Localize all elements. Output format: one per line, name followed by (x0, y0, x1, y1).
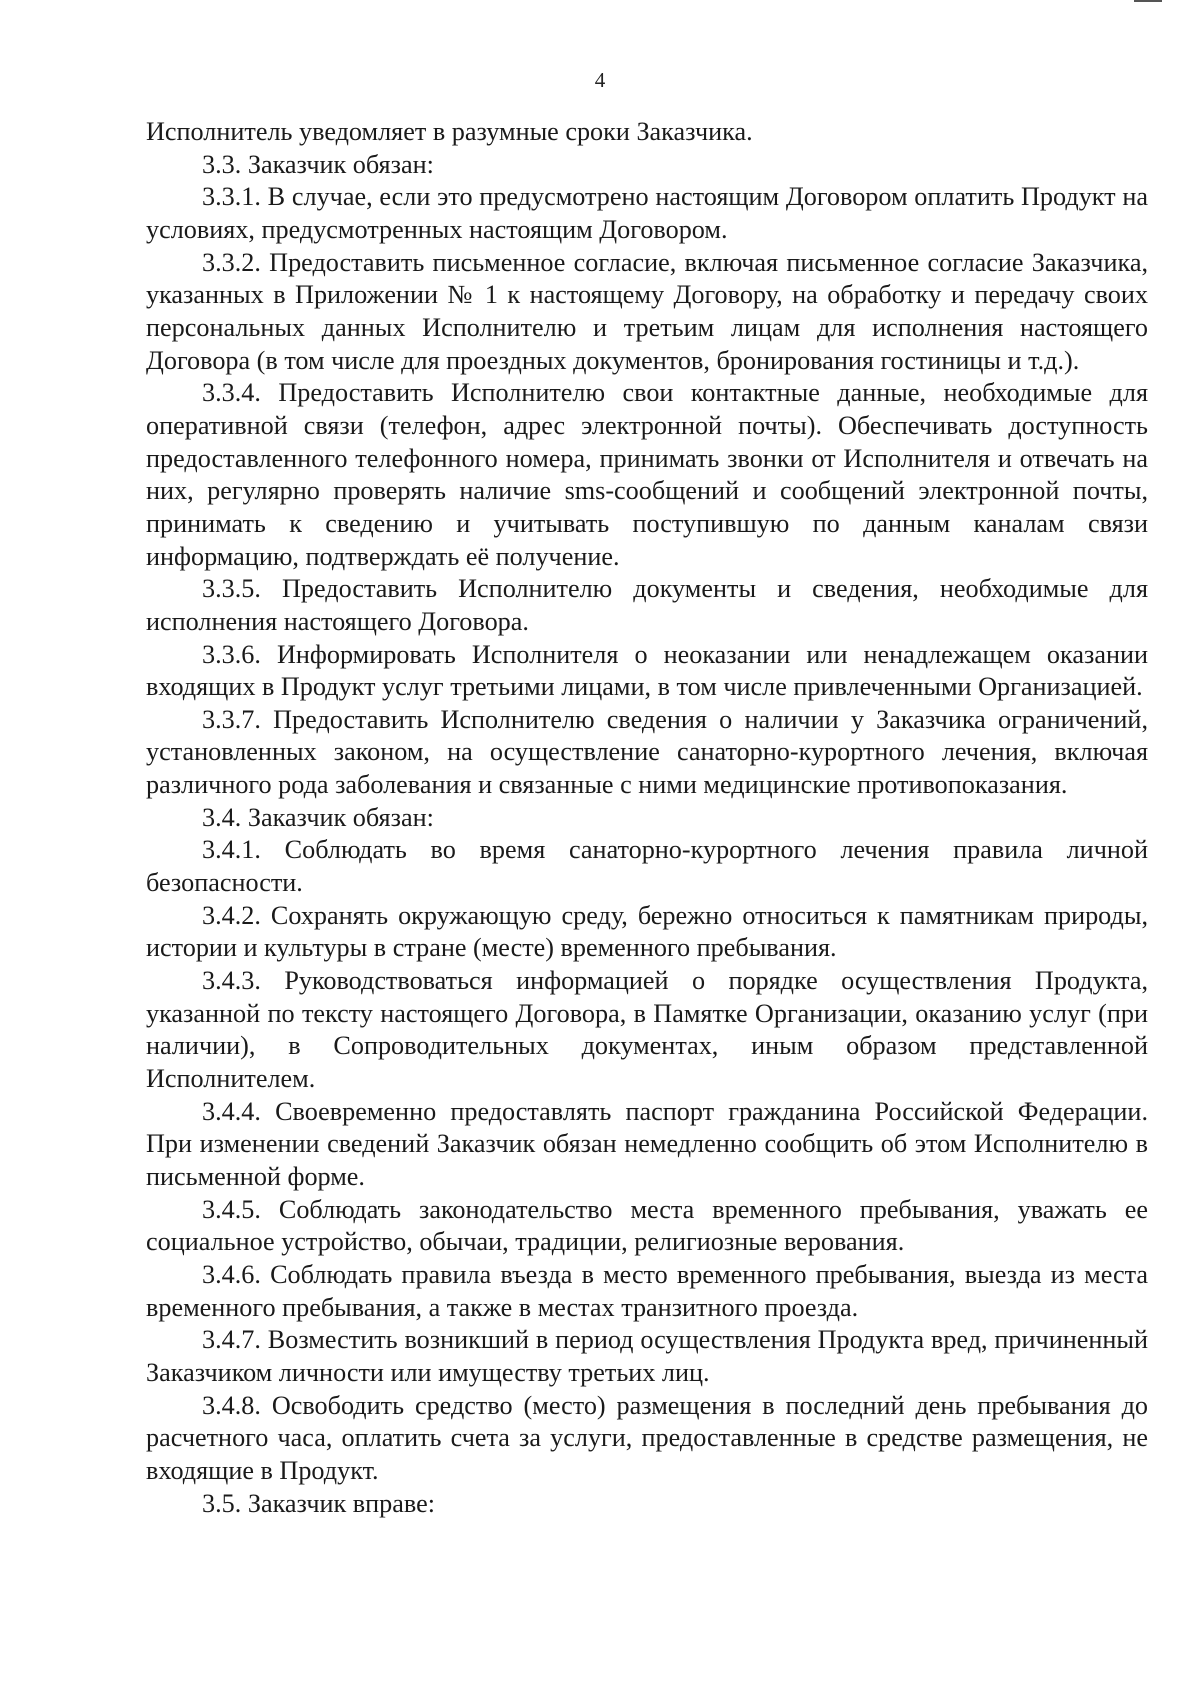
clause-3-3-7: 3.3.7. Предоставить Исполнителю сведения о наличии у Заказчика ограничений, установленных законом, на осуществление санаторно-курортного лечения, включая различного рода заболевания и связанные с ними медицинские противопоказания. (146, 704, 1148, 800)
clause-3-3-4: 3.3.4. Предоставить Исполнителю свои контактные данные, необходимые для оперативной связи (телефон, адрес электронной почты). Обеспечивать доступность предоставленного телефонного номера, принимать звонки от Исполнителя и отвечать на них, регулярно проверять наличие sms-сообщений и сообщений электронной почты, принимать к сведению и учитывать поступившую по данным каналам связи информацию, подтверждать её получение. (146, 378, 1148, 571)
page-number: 4 (594, 68, 606, 92)
clause-3-3-2: 3.3.2. Предоставить письменное согласие, включая письменное согласие Заказчика, указанных в Приложении № 1 к настоящему Договору, на обработку и передачу своих персональных данных Исполнителю и третьим лицам для исполнения настоящего Договора (в том числе для проездных документов, бронирования гостиницы и т.д.). (146, 247, 1148, 375)
clause-3-4-5: 3.4.5. Соблюдать законодательство места временного пребывания, уважать ее социальное устройство, обычаи, традиции, религиозные верования. (146, 1194, 1148, 1257)
clause-3-3-1: 3.3.1. В случае, если это предусмотрено настоящим Договором оплатить Продукт на условиях, предусмотренных настоящим Договором. (146, 182, 1148, 244)
scan-corner-mark (1134, 0, 1162, 5)
clause-3-5-heading: 3.5. Заказчик вправе: (202, 1488, 436, 1518)
clause-3-3-6: 3.3.6. Информировать Исполнителя о неоказании или ненадлежащем оказании входящих в Продукт услуг третьими лицами, в том числе привлеченными Организацией. (146, 639, 1148, 702)
clause-3-4-heading: 3.4. Заказчик обязан: (202, 802, 434, 832)
paragraph-continuation: Исполнитель уведомляет в разумные сроки Заказчика. (146, 117, 753, 146)
clause-3-3-5: 3.3.5. Предоставить Исполнителю документы и сведения, необходимые для исполнения настоящего Договора. (146, 574, 1148, 636)
clause-3-4-4: 3.4.4. Своевременно предоставлять паспорт гражданина Российской Федерации. При изменении сведений Заказчик обязан немедленно сообщить об этом Исполнителю в письменной форме. (146, 1096, 1148, 1191)
clause-3-4-8: 3.4.8. Освободить средство (место) размещения в последний день пребывания до расчетного часа, оплатить счета за услуги, предоставленные в средстве размещения, не входящие в Продукт. (146, 1390, 1148, 1485)
clause-3-4-3: 3.4.3. Руководствоваться информацией о порядке осуществления Продукта, указанной по тексту настоящего Договора, в Памятке Организации, оказанию услуг (при наличии), в Сопроводительных документах, иным образом представленной Исполнителем. (146, 966, 1148, 1094)
clause-3-4-1: 3.4.1. Соблюдать во время санаторно-курортного лечения правила личной безопасности. (146, 835, 1148, 898)
document-body (146, 116, 1148, 1520)
clause-3-4-6: 3.4.6. Соблюдать правила въезда в место временного пребывания, выезда из места временного пребывания, а также в местах транзитного проезда. (146, 1259, 1148, 1322)
clause-3-4-2: 3.4.2. Сохранять окружающую среду, бережно относиться к памятникам природы, истории и культуры в стране (месте) временного пребывания. (146, 900, 1148, 963)
clause-3-4-7: 3.4.7. Возместить возникший в период осуществления Продукта вред, причиненный Заказчиком личности или имуществу третьих лиц. (146, 1325, 1148, 1387)
clause-3-3-heading: 3.3. Заказчик обязан: (202, 149, 434, 179)
